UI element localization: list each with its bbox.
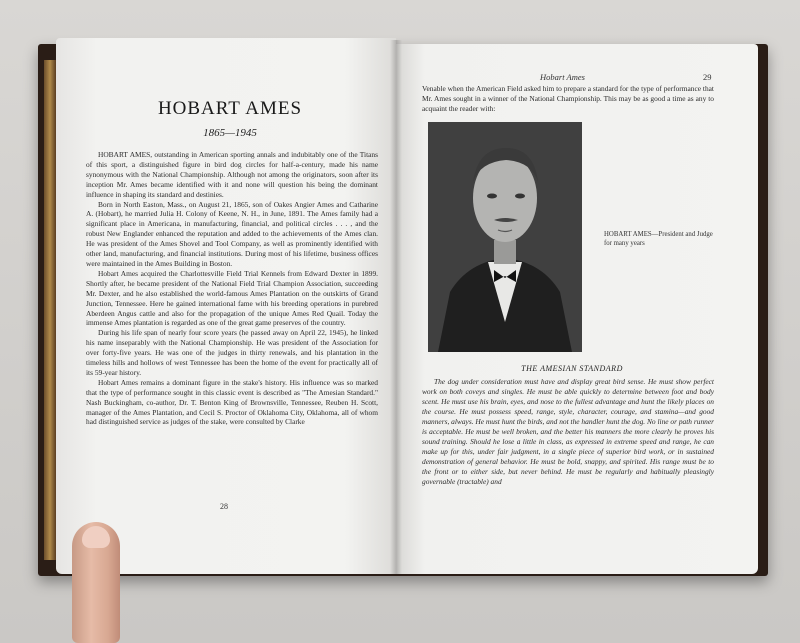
right-page-number: 29 — [703, 72, 712, 82]
left-page-body — [86, 150, 378, 427]
paragraph: Hobart Ames remains a dominant figure in the stake's history. His influence was so marked that the type of performance sought in this classic event is described as "The Amesian Standard." Nash Buckingham, co-author, Dr. T. Benton King of Brownsville, Tennessee, Reuben H. Scott, manager of the Ames Plantation, and Cecil S. Proctor of Oklahoma City, Oklahoma, all of whom had distinguished service as judges of the stake, were consulted by Clarke — [86, 377, 378, 427]
thumbnail — [82, 526, 110, 548]
left-page-number: 28 — [220, 502, 228, 511]
right-page-body — [422, 377, 714, 487]
book-gutter — [390, 40, 402, 574]
paragraph: HOBART AMES, outstanding in American sporting annals and indubitably one of the Titans of this sport, a distinguished figure in bird dog circles for half-a-century, made his name synonymous with the National Championship. Although not among the originators, soon after its inception Mr. Ames became identified with it and none will question his being the dominant influence in shaping its standard and destinies. — [86, 150, 378, 199]
portrait-photo — [428, 122, 582, 352]
page-edges — [44, 60, 56, 560]
paragraph: Born in North Easton, Mass., on August 21, 1865, son of Oakes Angier Ames and Catharine A. (Hobart), he married Julia H. Colony of Keene, N. H., in June, 1891. The Ames family had a significant place in Americana, in manufacturing, financial, and political circles . . . , and the robust New Englander enhanced the reputation and added to the achievements of the Ames clan. He was president of the Ames Shovel and Tool Company, as well as prominently identified with other land, manufacturing, and financial institutions. During most of his lifetime, business offices were maintained in the Ames Building in Boston. — [86, 199, 378, 268]
right-page-intro: Venable when the American Field asked him to prepare a standard for the type of performance that Mr. Ames sought in a winner of the National Championship. This may be as good a time as any to acquaint the reader with: — [422, 84, 714, 113]
chapter-dates: 1865—1945 — [203, 127, 257, 139]
photo-caption: HOBART AMES—President and Judge for many years — [604, 231, 713, 247]
chapter-title: HOBART AMES — [157, 98, 303, 119]
running-head: Hobart Ames — [540, 72, 585, 82]
portrait-illustration — [428, 122, 582, 352]
paragraph: During his life span of nearly four score years (he passed away on April 22, 1945), he linked his name inseparably with the National Championship. He was president of the Association for over forty-five years. He was one of the judges in thirty renewals, and his plantation in the timeless hills and hollows of west Tennessee has been the home of the event for practically all of its 59-year history. — [86, 328, 378, 377]
paragraph: The dog under consideration must have and display great bird sense. He must show perfect work on both coveys and singles. He must be able quickly to determine between foot and body scent. He must use his brain, eyes, and nose to the fullest advantage and hunt the likely places on the course. He must possess speed, range, style, character, courage, and stamina—and good manners, always. He must hunt the birds, and not the handler hunt the dog. No line or path runner is acceptable. He must be well broken, and the better his manners the more clearly he proves his sound training. Should he lose a little in class, as expressed in extreme speed and range, he can make up for this, under fair judgment, in a single piece of superior bird work, or in sustained demonstration of general behavior. He must be bold, snappy, and spirited. His range must be to the front or to either side, but never behind. He must be regularly and habitually pleasingly governable (tractable) and — [422, 377, 714, 486]
paragraph: Hobart Ames acquired the Charlottesville Field Trial Kennels from Edward Dexter in 1899. Shortly after, he became president of the National Field Trial Champion Association, succeeding Mr. Dexter, and he also established the world-famous Ames Plantation on the outskirts of Grand Junction, Tennessee. Here he gained international fame with his breeding operations in purebred Aberdeen Angus cattle and also for the propagation of the unique Ames Red Quail. Today the immense Ames plantation is regarded as one of the great game preserves of the country. — [86, 268, 378, 328]
section-heading: THE AMESIAN STANDARD — [521, 364, 623, 373]
